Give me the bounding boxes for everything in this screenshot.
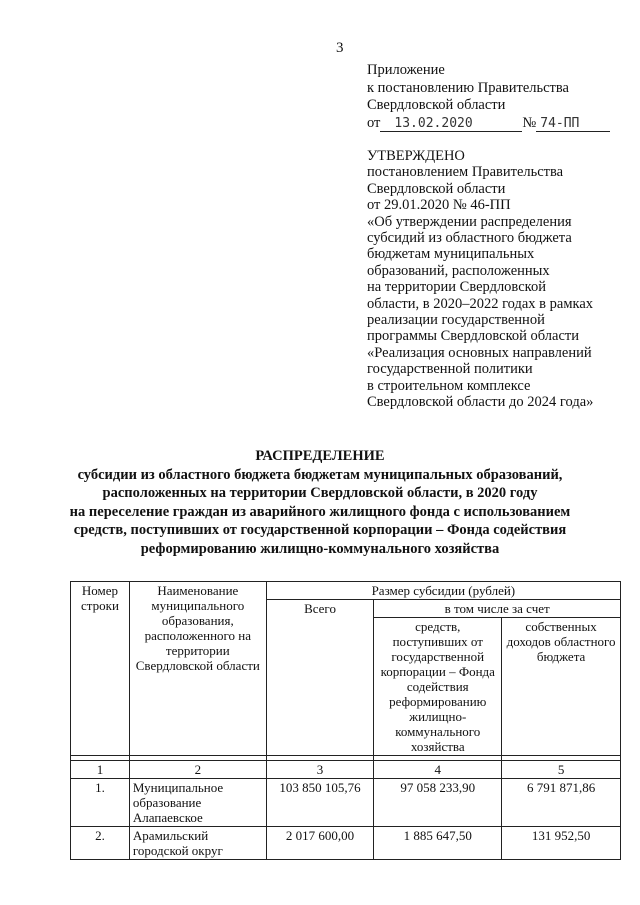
- document-title: [0, 447, 640, 559]
- approved-line: бюджетам муниципальных: [367, 246, 535, 263]
- approved-line: программы Свердловской области: [367, 328, 580, 345]
- appendix-block: [367, 62, 637, 132]
- approved-line: государственной политики: [367, 361, 533, 378]
- total-amount: 2 017 600,00: [266, 827, 374, 860]
- title-line: субсидии из областного бюджета бюджетам муниципальных образований,: [77, 466, 563, 483]
- column-number: 2: [129, 761, 266, 779]
- approved-block: [367, 148, 639, 411]
- approved-line: «Реализация основных направлений: [367, 344, 592, 361]
- number-prefix: №: [522, 114, 537, 131]
- fund-amount: 97 058 233,90: [374, 779, 502, 827]
- approved-line: субсидий из областного бюджета: [367, 230, 572, 247]
- column-number: 5: [502, 761, 621, 779]
- total-amount: 103 850 105,76: [266, 779, 374, 827]
- header-regional-source: собственных доходов областного бюджета: [502, 618, 621, 756]
- table-header-row: [71, 582, 621, 600]
- column-number: 4: [374, 761, 502, 779]
- appendix-line-3: Свердловской области: [367, 97, 506, 113]
- title-heading: РАСПРЕДЕЛЕНИЕ: [255, 448, 385, 464]
- column-number: 1: [71, 761, 130, 779]
- column-numbers-row: [71, 761, 621, 779]
- column-number: 3: [266, 761, 374, 779]
- distribution-table: [70, 581, 621, 860]
- title-line: реформированию жилищно-коммунального хозяйства: [140, 540, 500, 557]
- header-subsidy-size: Размер субсидии (рублей): [266, 582, 620, 600]
- approved-line: «Об утверждении распределения: [367, 213, 572, 230]
- title-line: расположенных на территории Свердловской области, в 2020 году: [102, 485, 538, 502]
- approved-line: постановлением Правительства: [367, 164, 564, 181]
- date-value: 13.02.2020: [394, 116, 473, 131]
- number-value: 74-ПП: [540, 116, 580, 131]
- municipality-name: Арамильский городской округ: [129, 827, 266, 860]
- approved-heading: УТВЕРЖДЕНО: [367, 148, 465, 164]
- title-line: на переселение граждан из аварийного жилищного фонда с использованием: [69, 503, 571, 520]
- date-prefix: от: [367, 114, 381, 131]
- appendix-date-line: [367, 115, 637, 133]
- approved-line: Свердловской области до 2024 года»: [367, 394, 594, 411]
- table-row: [71, 827, 621, 860]
- regional-amount: 6 791 871,86: [502, 779, 621, 827]
- approved-line: в строительном комплексе: [367, 377, 531, 394]
- approved-line: от 29.01.2020 № 46-ПП: [367, 197, 511, 214]
- approved-line: реализации государственной: [367, 312, 545, 329]
- header-municipality: Наименование муниципального образования, расположенного на территории Свердловской области: [129, 582, 266, 756]
- appendix-line-1: Приложение: [367, 62, 445, 78]
- number-field: [536, 115, 610, 132]
- header-row-number: Номер строки: [71, 582, 130, 756]
- approved-line: Свердловской области: [367, 180, 506, 197]
- fund-amount: 1 885 647,50: [374, 827, 502, 860]
- title-line: средств, поступивших от государственной корпорации – Фонда содействия: [73, 522, 567, 539]
- header-total: Всего: [266, 600, 374, 756]
- row-number: 1.: [71, 779, 130, 827]
- row-number: 2.: [71, 827, 130, 860]
- regional-amount: 131 952,50: [502, 827, 621, 860]
- approved-line: образований, расположенных: [367, 262, 550, 279]
- approved-line: области, в 2020–2022 годах в рамках: [367, 295, 594, 312]
- appendix-line-2: к постановлению Правительства: [367, 79, 569, 96]
- municipality-name: Муниципальное образование Алапаевское: [129, 779, 266, 827]
- date-field: [380, 115, 522, 132]
- table-row: [71, 779, 621, 827]
- page-number: 3: [336, 40, 344, 56]
- header-fund-source: средств, поступивших от государственной корпорации – Фонда содействия реформированию жилищно-коммунального хозяйства: [374, 618, 502, 756]
- header-including: в том числе за счет: [374, 600, 621, 618]
- approved-line: на территории Свердловской: [367, 279, 546, 296]
